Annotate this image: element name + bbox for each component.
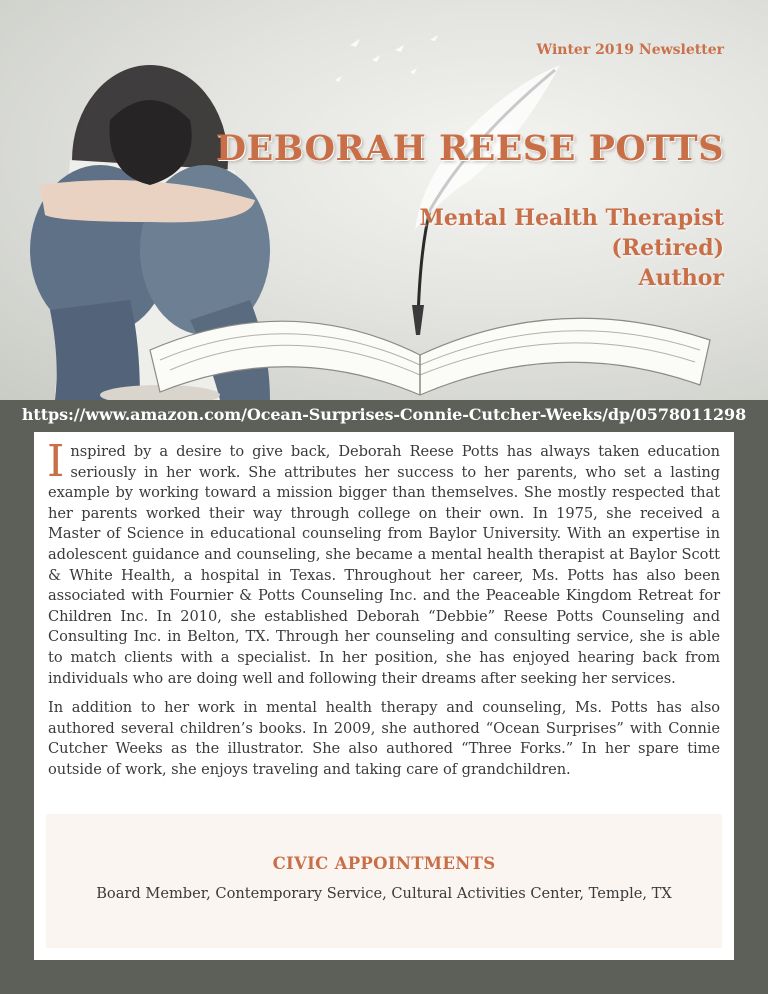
quill-pen-image: [412, 65, 560, 335]
page-title: DEBORAH REESE POTTS: [215, 128, 724, 169]
newsletter-label: Winter 2019 Newsletter: [536, 42, 724, 58]
banner-illustration: [0, 0, 768, 400]
birds-image: [335, 35, 438, 82]
bio-paragraph-2: In addition to her work in mental health therapy and counseling, Ms. Potts has also authored several children’s books. In 2009, she authored “Ocean Surprises” with Connie Cutcher Weeks as the illustrator. She also authored “Three Forks.” In her spare time outside of work, she enjoys traveling and taking care of grandchildren.: [48, 699, 720, 778]
article-body: [34, 432, 734, 960]
bio-paragraph-1: [47, 436, 720, 689]
civic-appointments-text: Board Member, Contemporary Service, Cultural Activities Center, Temple, TX: [96, 885, 672, 902]
role-line: Mental Health Therapist: [419, 205, 724, 231]
role-list: [420, 203, 725, 293]
bio-paragraph-1-text: nspired by a desire to give back, Deborah Reese Potts has always taken education seriously in her work. She attributes her success to her parents, who set a lasting example by working toward a mission bigger than themselves. She mostly respected that her parents worked their way through college on their own. In 1975, she received a Master of Science in educational counseling from Baylor University. With an expertise in adolescent guidance and counseling, she became a mental health therapist at Baylor Scott & White Health, a hospital in Texas. Throughout her career, Ms. Potts has also been associated with Fournier & Potts Counseling Inc. and the Peaceable Kingdom Retreat for Children Inc. In 2010, she established Deborah “Debbie” Reese Potts Counseling and Consulting Inc. in Belton, TX. Through her counseling and consulting service, she is able to match clients with a specialist. In her position, she has enjoyed hearing back from individuals who are doing well and following their dreams after seeking her services.: [48, 443, 720, 687]
role-line: (Retired): [611, 235, 724, 261]
amazon-link[interactable]: https://www.amazon.com/Ocean-Surprises-Connie-Cutcher-Weeks/dp/0578011298: [21, 405, 747, 424]
civic-appointments-box: [46, 814, 722, 948]
header-banner: [0, 0, 768, 400]
drop-cap: I: [47, 436, 65, 487]
role-line: Author: [638, 265, 724, 291]
civic-appointments-title: CIVIC APPOINTMENTS: [272, 854, 496, 873]
